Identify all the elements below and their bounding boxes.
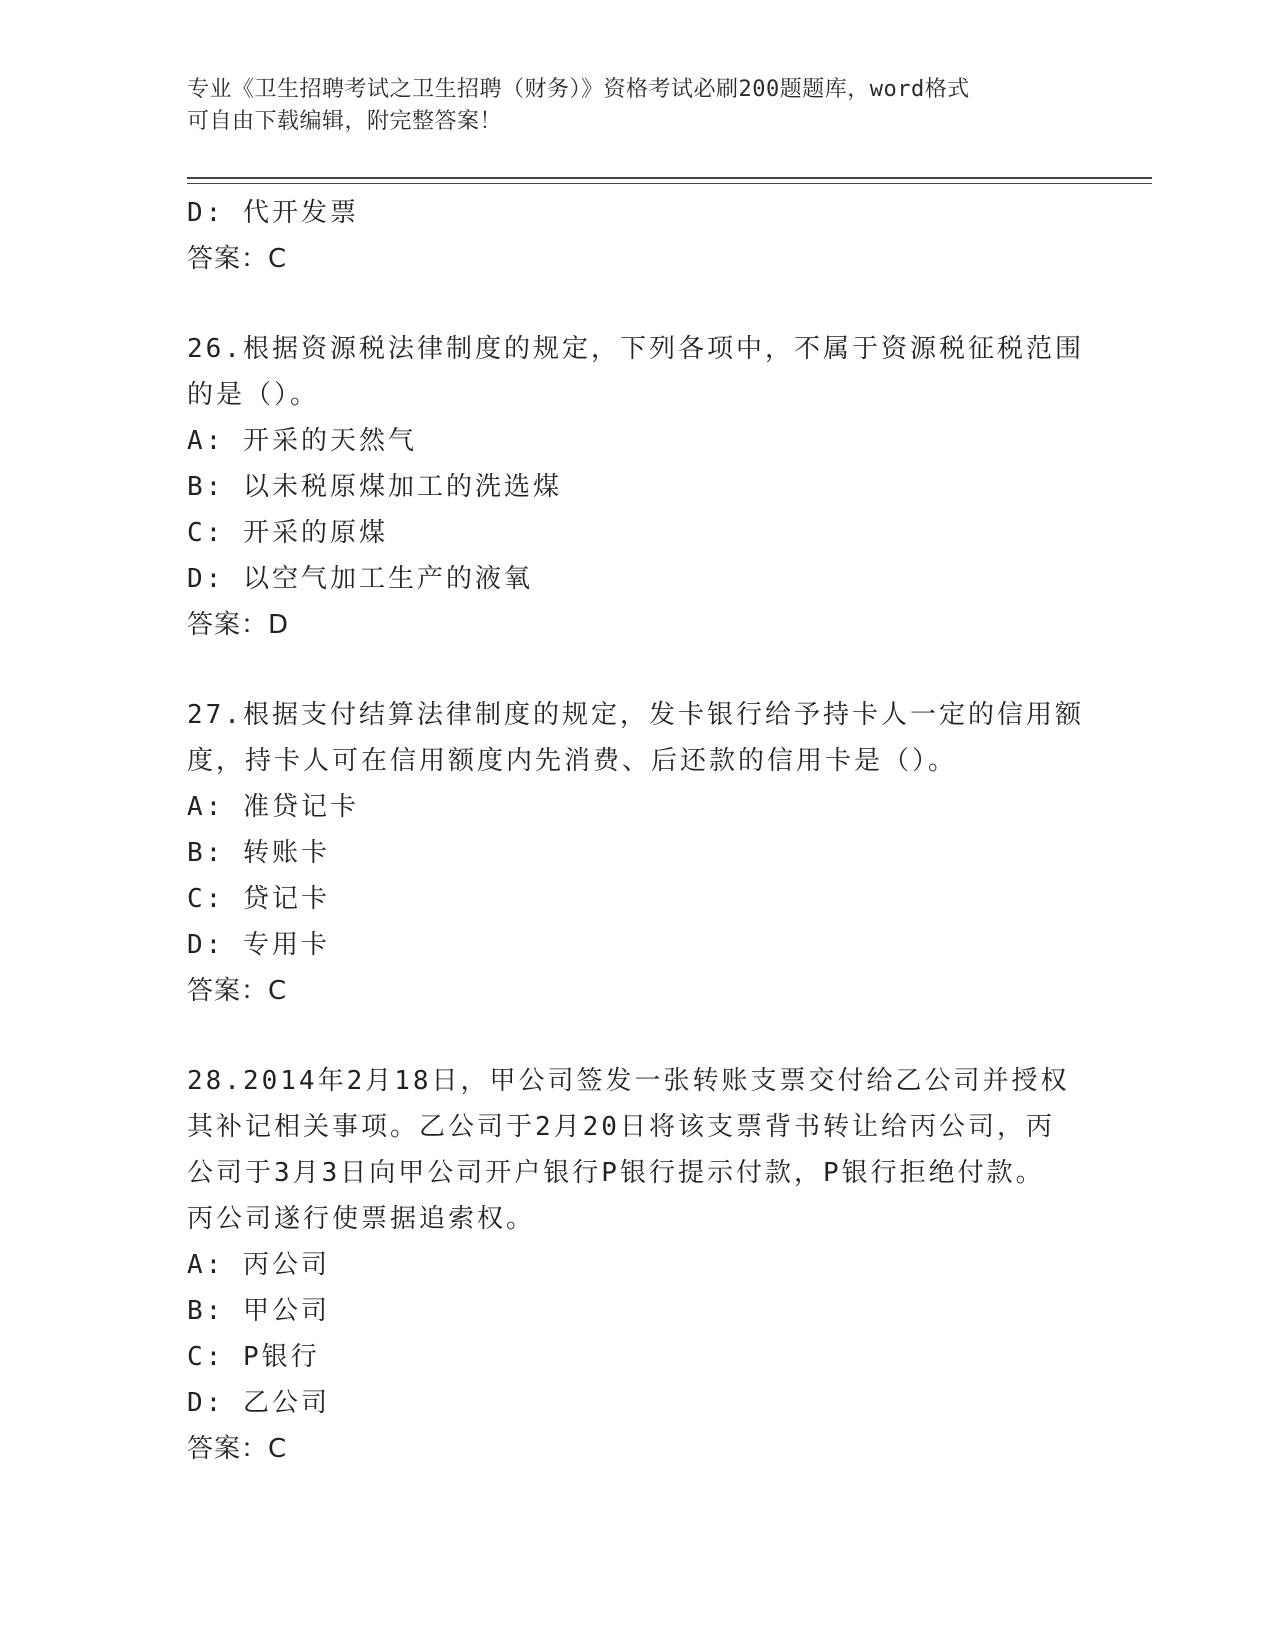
question-text: 度，持卡人可在信用额度内先消费、后还款的信用卡是（）。 xyxy=(187,746,958,776)
header-divider-thin xyxy=(187,183,1152,184)
answer-line: 答案：C xyxy=(187,976,288,1006)
question-text: 其补记相关事项。乙公司于2月20日将该支票背书转让给丙公司，丙 xyxy=(187,1112,1055,1142)
option-b: B: 甲公司 xyxy=(187,1296,330,1326)
option-d: D: 专用卡 xyxy=(187,930,330,960)
spacer xyxy=(187,282,1087,326)
question-text: 27.根据支付结算法律制度的规定，发卡银行给予持卡人一定的信用额 xyxy=(187,700,1084,730)
answer-line: 答案：D xyxy=(187,610,290,640)
answer-line: 答案：C xyxy=(187,244,288,274)
option-a: A: 开采的天然气 xyxy=(187,426,417,456)
option-c: C: 开采的原煤 xyxy=(187,518,388,548)
header-line-2: 可自由下载编辑，附完整答案！ xyxy=(187,109,503,134)
option-b: B: 以未税原煤加工的洗选煤 xyxy=(187,472,562,502)
option-c: C: P银行 xyxy=(187,1342,320,1372)
option-a: A: 丙公司 xyxy=(187,1250,330,1280)
question-27 xyxy=(187,692,1087,1014)
question-text: 公司于3月3日向甲公司开户银行P银行提示付款，P银行拒绝付款。 xyxy=(187,1158,1045,1188)
header-line-1: 专业《卫生招聘考试之卫生招聘（财务）》资格考试必刷200题题库，word格式 xyxy=(187,77,970,102)
spacer xyxy=(187,1014,1087,1058)
question-28 xyxy=(187,1058,1087,1472)
document-body xyxy=(187,190,1087,1472)
previous-question-tail xyxy=(187,190,1087,282)
spacer xyxy=(187,648,1087,692)
document-header xyxy=(187,74,1067,138)
question-text: 的是（）。 xyxy=(187,380,320,410)
answer-line: 答案：C xyxy=(187,1434,288,1464)
option-a: A: 准贷记卡 xyxy=(187,792,359,822)
option-d: D: 以空气加工生产的液氧 xyxy=(187,564,533,594)
option-d: D: 乙公司 xyxy=(187,1388,330,1418)
question-text: 26.根据资源税法律制度的规定，下列各项中，不属于资源税征税范围 xyxy=(187,334,1084,364)
question-text: 丙公司遂行使票据追索权。 xyxy=(187,1204,536,1234)
option-b: B: 转账卡 xyxy=(187,838,330,868)
question-26 xyxy=(187,326,1087,648)
option-d: D: 代开发票 xyxy=(187,198,359,228)
option-c: C: 贷记卡 xyxy=(187,884,330,914)
question-text: 28.2014年2月18日，甲公司签发一张转账支票交付给乙公司并授权 xyxy=(187,1066,1070,1096)
header-divider-thick xyxy=(187,177,1152,179)
